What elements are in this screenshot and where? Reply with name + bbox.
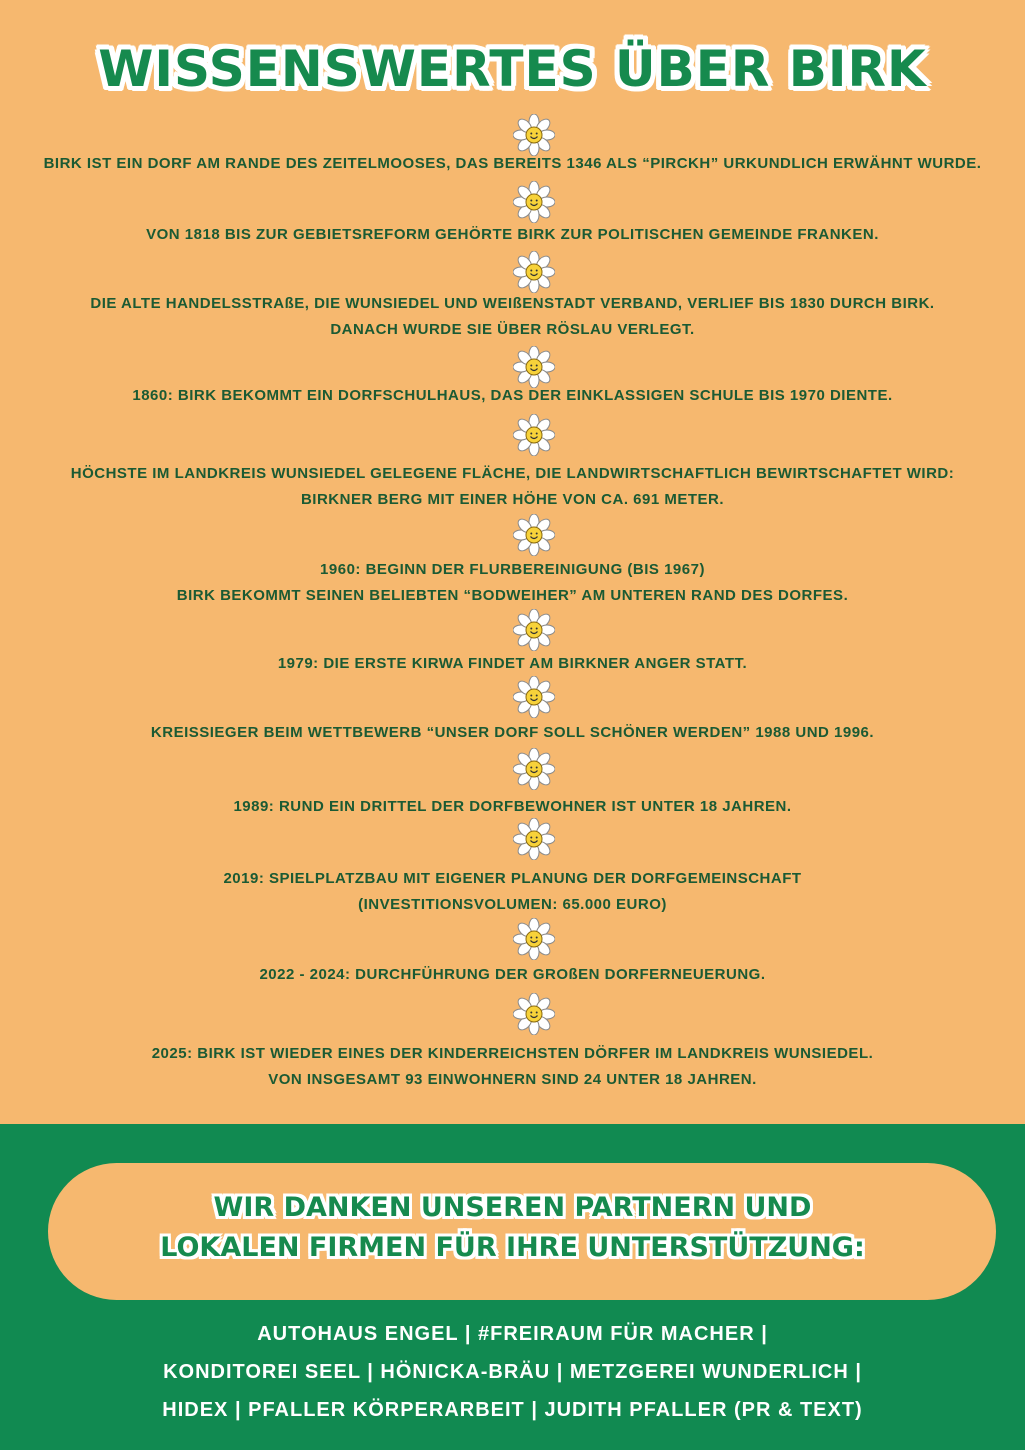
- partners-line: KONDITOREI SEEL | HÖNICKA-BRÄU | METZGEREI WUNDERLICH |: [163, 1361, 862, 1383]
- fact-item: BIRK IST EIN DORF AM RANDE DES ZEITELMOOSES, DAS BEREITS 1346 ALS “PIRCKH” URKUNDLICH ERWÄHNT WURDE.: [43, 155, 982, 172]
- smiling-daisy-icon: [513, 676, 555, 718]
- smiling-daisy-icon: [513, 251, 555, 293]
- partners-line: AUTOHAUS ENGEL | #FREIRAUM FÜR MACHER |: [257, 1323, 768, 1345]
- smiling-daisy-icon: [513, 918, 555, 960]
- fact-item: KREISSIEGER BEIM WETTBEWERB “UNSER DORF SOLL SCHÖNER WERDEN” 1988 UND 1996.: [150, 724, 875, 741]
- smiling-daisy-icon: [513, 748, 555, 790]
- fact-item: VON 1818 BIS ZUR GEBIETSREFORM GEHÖRTE BIRK ZUR POLITISCHEN GEMEINDE FRANKEN.: [146, 226, 879, 243]
- smiling-daisy-icon: [513, 181, 555, 223]
- smiling-daisy-icon: [513, 818, 555, 860]
- smiling-daisy-icon: [513, 514, 555, 556]
- fact-item: 2022 - 2024: DURCHFÜHRUNG DER GROßEN DORFERNEUERUNG.: [259, 966, 766, 983]
- fact-item: 1960: BEGINN DER FLURBEREINIGUNG (BIS 1967) BIRK BEKOMMT SEINEN BELIEBTEN “BODWEIHER” AM UNTEREN RAND DES DORFES.: [176, 561, 849, 604]
- partners-list: [0, 1315, 1025, 1429]
- fact-item: 2019: SPIELPLATZBAU MIT EIGENER PLANUNG DER DORFGEMEINSCHAFT (INVESTITIONSVOLUMEN: 65.000 EURO): [223, 870, 802, 913]
- smiling-daisy-icon: [513, 414, 555, 456]
- smiling-daisy-icon: [513, 114, 555, 156]
- page-title: WISSENSWERTES ÜBER BIRK: [98, 40, 927, 98]
- fact-item: 1979: DIE ERSTE KIRWA FINDET AM BIRKNER ANGER STATT.: [277, 655, 748, 672]
- fact-item: 2025: BIRK IST WIEDER EINES DER KINDERREICHSTEN DÖRFER IM LANDKREIS WUNSIEDEL. VON INSGESAMT 93 EINWOHNERN SIND 24 UNTER 18 JAHREN.: [151, 1045, 874, 1088]
- smiling-daisy-icon: [513, 993, 555, 1035]
- fact-item: HÖCHSTE IM LANDKREIS WUNSIEDEL GELEGENE FLÄCHE, DIE LANDWIRTSCHAFTLICH BEWIRTSCHAFTET WIRD: BIRKNER BERG MIT EINER HÖHE VON CA. 691 METER.: [70, 465, 955, 508]
- fact-item: DIE ALTE HANDELSSTRAßE, DIE WUNSIEDEL UND WEIßENSTADT VERBAND, VERLIEF BIS 1830 DURCH BIRK. DANACH WURDE SIE ÜBER RÖSLAU VERLEGT.: [90, 295, 935, 338]
- smiling-daisy-icon: [513, 609, 555, 651]
- thanks-heading: WIR DANKEN UNSEREN PARTNERN UND LOKALEN FIRMEN FÜR IHRE UNTERSTÜTZUNG:: [160, 1192, 865, 1263]
- fact-item: 1860: BIRK BEKOMMT EIN DORFSCHULHAUS, DAS DER EINKLASSIGEN SCHULE BIS 1970 DIENTE.: [132, 387, 893, 404]
- fact-item: 1989: RUND EIN DRITTEL DER DORFBEWOHNER IST UNTER 18 JAHREN.: [233, 798, 792, 815]
- partners-line: HIDEX | PFALLER KÖRPERARBEIT | JUDITH PFALLER (PR & TEXT): [162, 1399, 863, 1421]
- smiling-daisy-icon: [513, 346, 555, 388]
